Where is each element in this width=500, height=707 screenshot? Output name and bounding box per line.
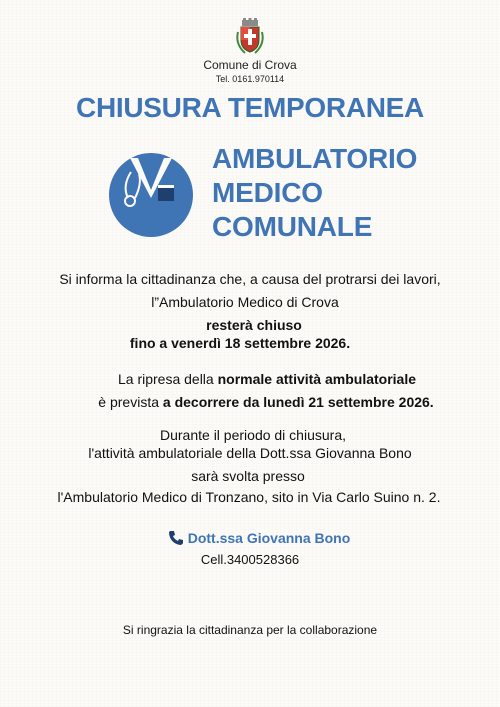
page-title: CHIUSURA TEMPORANEA xyxy=(76,92,424,123)
period-line-3: sarà svolta presso xyxy=(191,468,305,484)
medical-uniform-icon xyxy=(108,152,194,238)
resume-text-c: è prevista xyxy=(98,394,163,410)
comune-name: Comune di Crova xyxy=(203,58,297,72)
comune-phone: Tel. 0161.970114 xyxy=(215,74,285,84)
service-name xyxy=(212,142,417,244)
resume-text-a: La ripresa della xyxy=(117,371,218,387)
resume-date: a decorrere da lunedì 21 settembre 2026. xyxy=(162,394,434,410)
period-line-2: l'attività ambulatoriale della Dott.ssa Giovanna Bono xyxy=(88,445,412,461)
service-name-line2: MEDICO xyxy=(212,177,323,208)
notice-line-1: Si informa la cittadinanza che, a causa del protrarsi dei lavori, xyxy=(59,271,441,287)
notice-line-2: l”Ambulatorio Medico di Crova xyxy=(151,294,339,310)
service-name-line1: AMBULATORIO xyxy=(212,143,418,174)
municipal-crest-icon xyxy=(235,18,265,56)
notice-closed-until: fino a venerdì 18 settembre 2026. xyxy=(129,335,351,351)
resume-text-b: normale attività ambulatoriale xyxy=(217,371,417,387)
period-line-1: Durante il periodo di chiusura, xyxy=(160,427,346,443)
notice-closed: resterà chiuso xyxy=(206,317,302,333)
contact-line xyxy=(9,530,500,548)
resume-line-1 xyxy=(17,370,500,388)
footer-thanks: Si ringrazia la cittadinanza per la collaborazione xyxy=(122,623,378,637)
period-line-4: l'Ambulatorio Medico di Tronzano, sito in Via Carlo Suino n. 2. xyxy=(57,489,441,505)
phone-icon xyxy=(168,530,184,546)
resume-line-2 xyxy=(16,393,500,411)
doctor-name: Dott.ssa Giovanna Bono xyxy=(187,530,351,546)
service-name-line3: COMUNALE xyxy=(212,211,373,242)
doctor-cell: Cell.3400528366 xyxy=(200,552,300,567)
